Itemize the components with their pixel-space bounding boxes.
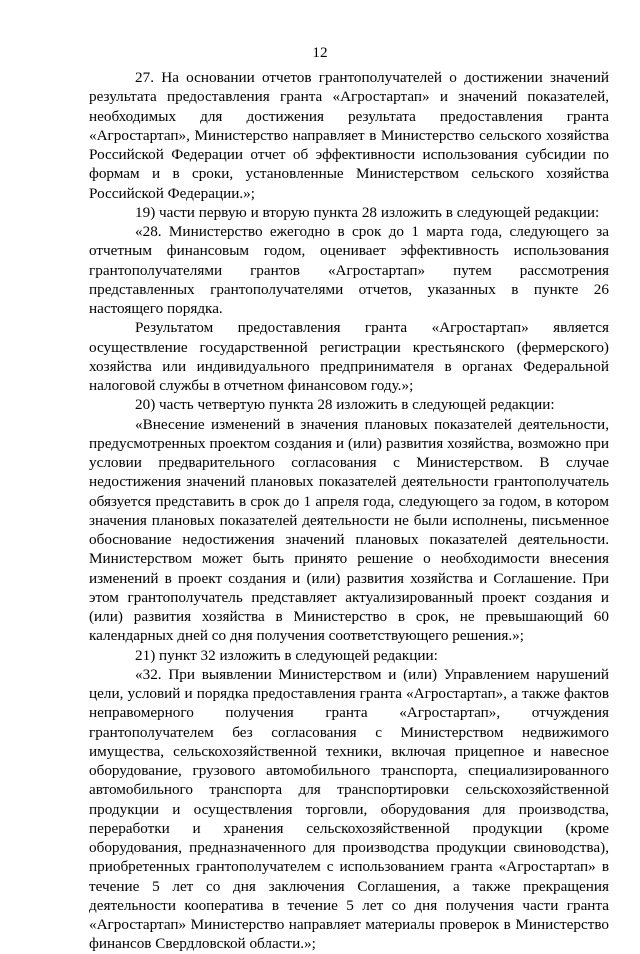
- document-body: [89, 68, 609, 954]
- page-number: 12: [312, 44, 328, 61]
- paragraph-amendment-19: 19) части первую и вторую пункта 28 изложить в следующей редакции:: [135, 203, 600, 221]
- paragraph-amendment-20: 20) часть четвертую пункта 28 изложить в следующей редакции:: [135, 396, 555, 414]
- paragraph-item-28: «28. Министерство ежегодно в срок до 1 марта года, следующего за отчетным финансовым годом, оценивает эффективность использования грантополучателями грантов «Агростартап» путем рассмотрения представленных грантополучателями отчетов, указанных в пункте 26 настоящего порядка.: [89, 223, 609, 317]
- paragraph-grant-result: Результатом предоставления гранта «Агростартап» является осуществление государственной регистрации крестьянского (фермерского) хозяйства или индивидуального предпринимателя в органах Федеральной налоговой службы в отчетном финансовом году.»;: [89, 319, 609, 394]
- paragraph-item-27: 27. На основании отчетов грантополучателей о достижении значений результата предоставления гранта «Агростартап» и значений показателей, необходимых для достижения результата предоставления гранта «Агростартап», Министерство направляет в Министерство сельского хозяйства Российской Федерации отчет об эффективности использования субсидии по формам и в сроки, установленные Министерством сельского хозяйства Российской Федерации.»;: [89, 69, 609, 202]
- paragraph-indicator-changes: «Внесение изменений в значения плановых показателей деятельности, предусмотренных проектом создания и (или) развития хозяйства, возможно при условии предварительного согласования с Министерством. В случае недостижения значений плановых показателей деятельности грантополучатель обязуется представить в срок до 1 апреля года, следующего за годом, в котором значения плановых показателей деятельности не были исполнены, письменное обоснование недостижения значений плановых показателей деятельности. Министерством может быть принято решение о необходимости внесения изменений в проект создания и (или) развития хозяйства и Соглашение. При этом грантополучатель представляет актуализированный проект создания и (или) развития хозяйства в Министерство в срок, не превышающий 60 календарных дней со дня получения соответствующего решения.»;: [89, 415, 609, 645]
- paragraph-item-32: «32. При выявлении Министерством и (или) Управлением нарушений цели, условий и порядка предоставления гранта «Агростартап», а также фактов неправомерного получения гранта «Агростартап», отчуждения грантополучателем без согласования с Министерством недвижимого имущества, сельскохозяйственной техники, включая прицепное и навесное оборудование, грузового автомобильного транспорта, специализированного автомобильного транспорта для транспортировки сельскохозяйственной продукции и осуществления торговли, оборудования для производства, переработки и хранения сельскохозяйственной продукции (кроме оборудования, предназначенного для производства продукции свиноводства), приобретенных грантополучателем с использованием гранта «Агростартап» в течение 5 лет со дня заключения Соглашения, а также прекращения деятельности кооператива в течение 5 лет со дня получения части гранта «Агростартап» Министерство направляет материалы проверок в Министерство финансов Свердловской области.»;: [89, 665, 609, 953]
- paragraph-amendment-21: 21) пункт 32 изложить в следующей редакции:: [135, 646, 438, 664]
